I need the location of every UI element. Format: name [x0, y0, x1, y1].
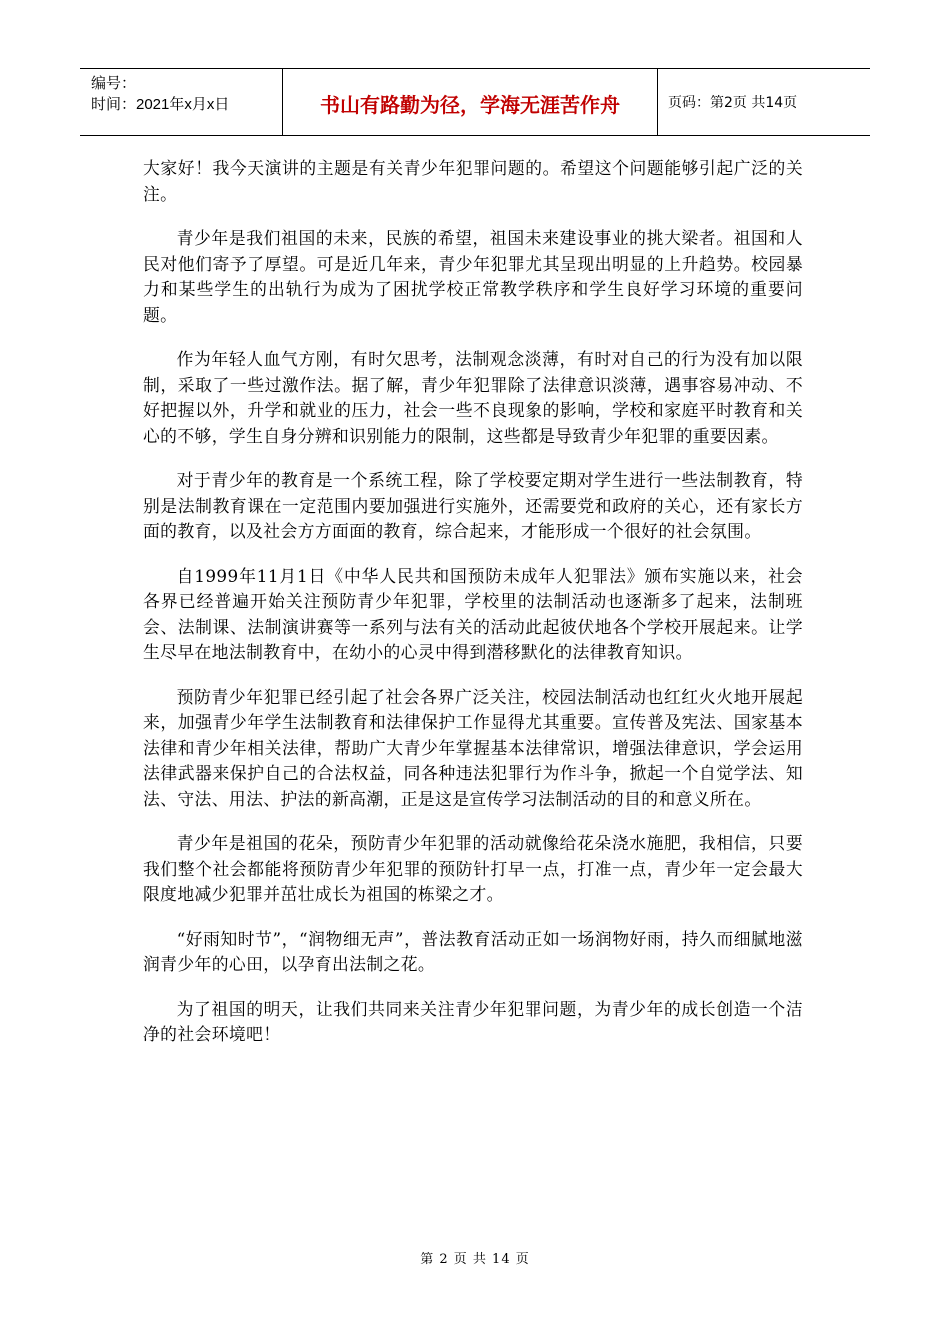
- number-label: 编号：: [91, 75, 137, 92]
- paragraph: 青少年是我们祖国的未来，民族的希望，祖国未来建设事业的挑大梁者。祖国和人民对他们寄予了厚望。可是近几年来，青少年犯罪尤其呈现出明显的上升趋势。校园暴力和某些学生的出轨行为成为了困扰学校正常教学秩序和学生良好学习环境的重要问题。: [143, 228, 803, 325]
- paragraph: “好雨知时节”，“润物细无声”，普法教育活动正如一场润物好雨，持久而细腻地滋润青少年的心田，以孕育出法制之花。: [143, 928, 803, 974]
- paragraph: 作为年轻人血气方刚，有时欠思考，法制观念淡薄，有时对自己的行为没有加以限制，采取了一些过激作法。据了解，青少年犯罪除了法律意识淡薄，遇事容易冲动、不好把握以外，升学和就业的压力，社会一些不良现象的影响，学校和家庭平时教育和关心的不够，学生自身分辨和识别能力的限制，这些都是导致青少年犯罪的重要因素。: [143, 349, 803, 446]
- document-header: [80, 68, 870, 136]
- header-meta: [80, 69, 283, 135]
- paragraph: 大家好！我今天演讲的主题是有关青少年犯罪问题的。希望这个问题能够引起广泛的关注。: [143, 158, 803, 204]
- header-page-label: 页码：第2页 共14页: [668, 95, 798, 111]
- paragraph: 自1999年11月1日《中华人民共和国预防未成年人犯罪法》颁布实施以来，社会各界已经普遍开始关注预防青少年犯罪，学校里的法制活动也逐渐多了起来，法制班会、法制课、法制演讲赛等一系列与法有关的活动此起彼伏地各个学校开展起来。让学生尽早在地法制教育中，在幼小的心灵中得到潜移默化的法律教育知识。: [143, 565, 803, 662]
- date-label: 时间：2021年x月x日: [91, 96, 230, 113]
- paragraph: 预防青少年犯罪已经引起了社会各界广泛关注，校园法制活动也红红火火地开展起来，加强青少年学生法制教育和法律保护工作显得尤其重要。宣传普及宪法、国家基本法律和青少年相关法律，帮助广大青少年掌握基本法律常识，增强法律意识，学会运用法律武器来保护自己的合法权益，同各种违法犯罪行为作斗争，掀起一个自觉学法、知法、守法、用法、护法的新高潮，正是这是宣传学习法制活动的目的和意义所在。: [143, 686, 803, 809]
- paragraph: 对于青少年的教育是一个系统工程，除了学校要定期对学生进行一些法制教育，特别是法制教育课在一定范围内要加强进行实施外，还需要党和政府的关心，还有家长方面的教育，以及社会方方面面的教育，综合起来，才能形成一个很好的社会氛围。: [143, 470, 803, 541]
- header-motto: 书山有路勤为径，学海无涯苦作舟: [283, 69, 658, 135]
- paragraph: 为了祖国的明天，让我们共同来关注青少年犯罪问题，为青少年的成长创造一个洁净的社会环境吧！: [143, 998, 803, 1044]
- page-footer: 第 2 页 共 14 页: [420, 1252, 530, 1267]
- document-body: [143, 156, 803, 1067]
- paragraph: 青少年是祖国的花朵，预防青少年犯罪的活动就像给花朵浇水施肥，我相信，只要我们整个社会都能将预防青少年犯罪的预防针打早一点，打准一点，青少年一定会最大限度地减少犯罪并茁壮成长为祖国的栋梁之才。: [143, 833, 803, 904]
